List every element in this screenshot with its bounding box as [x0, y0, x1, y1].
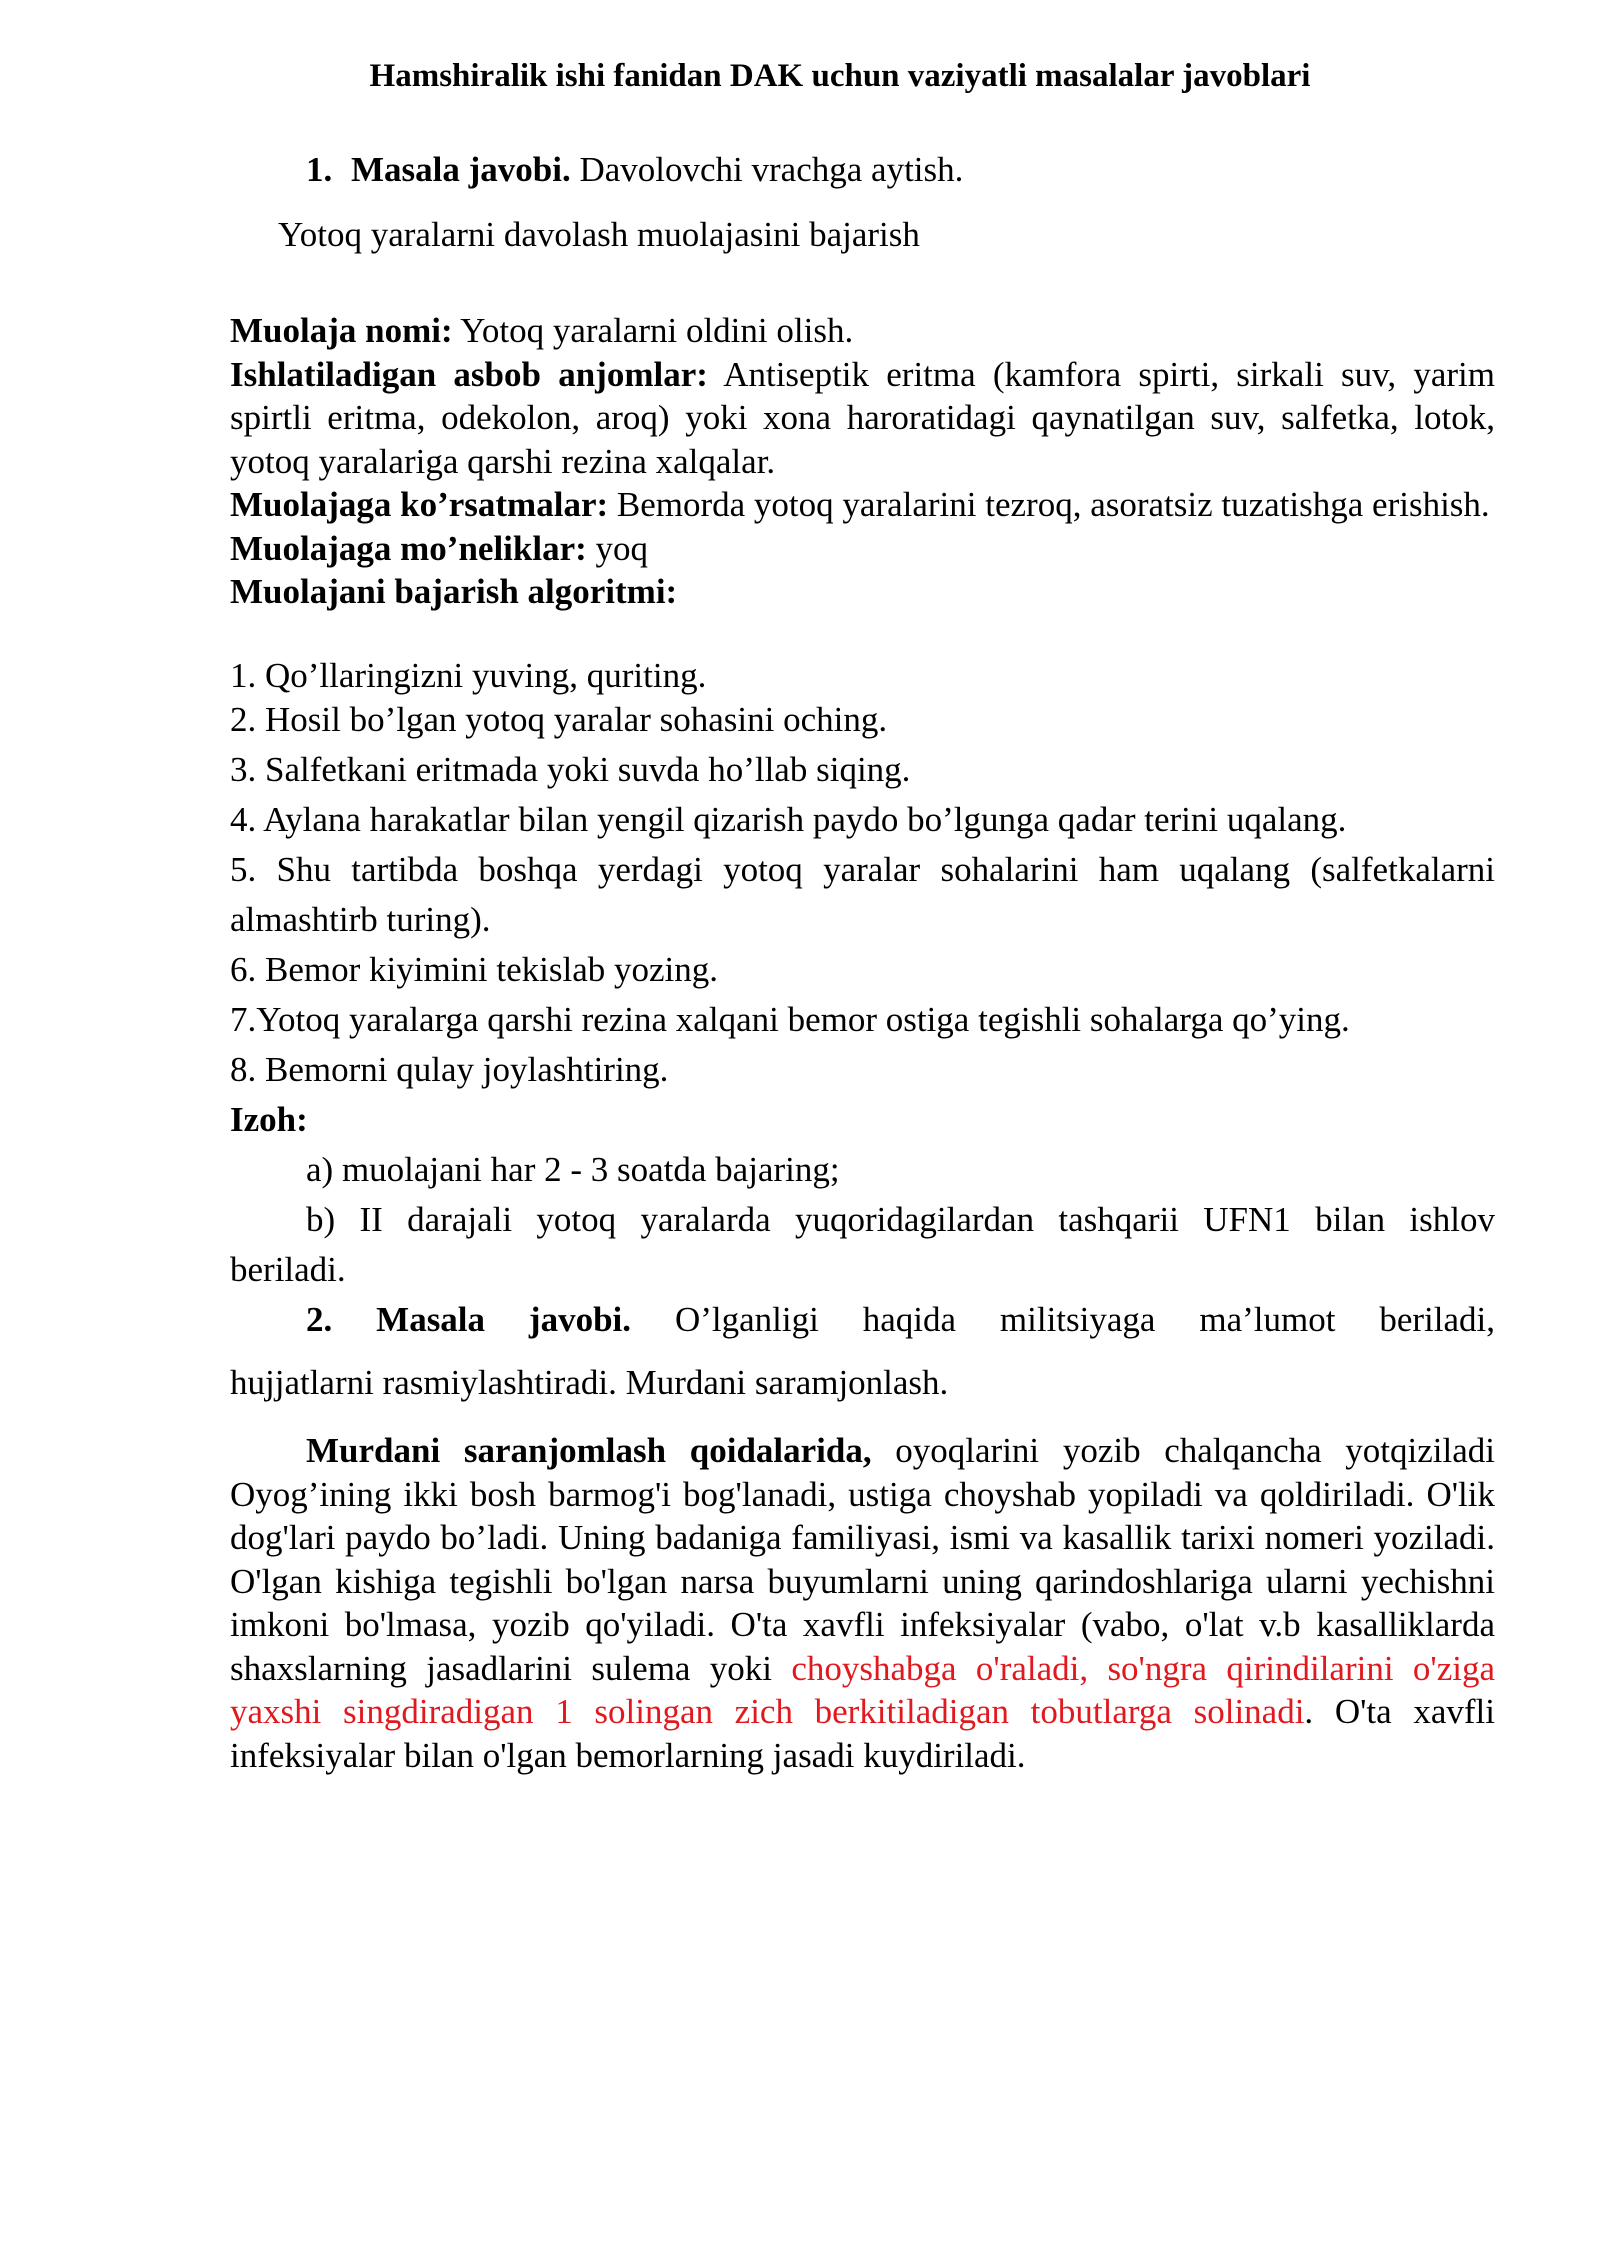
procedure-contraindications: Muolajaga mo’neliklar: yoq [230, 528, 649, 568]
note-a: a) muolajani har 2 - 3 soatda bajaring; [306, 1150, 840, 1189]
task2-answer: O’lganligi haqida militsiyaga ma’lumot beriladi, [631, 1300, 1495, 1339]
burial-rules-label: Murdani saranjomlash qoidalarida, [306, 1431, 872, 1470]
burial-rules-text-end: . O'ta xavfli infeksiyalar bilan o'lgan bemorlarning jasadi kuydiriladi. [230, 1692, 1495, 1775]
procedure-block [230, 309, 1495, 614]
burial-rules-highlight: choyshabga o'raladi, so'ngra qirindilarini o'ziga yaxshi singdiradigan 1 solingan zich berkitiladigan tobutlarga solinadi [230, 1648, 1495, 1731]
procedure-indications: Muolajaga ko’rsatmalar: Bemorda yotoq yaralarini tezroq, asoratsiz tuzatishga erishish. [230, 485, 1490, 524]
burial-rules-text: oyoqlarini yozib chalqancha yotqiziladi Oyog’ining ikki bosh barmog'i bog'lanadi, ustiga choyshab yopiladi va qoldiriladi. O'lik dog'lari paydo bo’ladi. Uning badaniga familiyasi, ismi va kasallik tarixi nomeri yoziladi. O'lgan kishiga tegishli bo'lgan narsa buyumlarni uning qarindoshlariga ularni yechishni imkoni bo'lmasa, yozib qo'yiladi. O'ta xavfli infeksiyalar (vabo, o'lat v.b kasalliklarda shaxslarning jasadlarini sulema yoki [230, 1431, 1495, 1688]
task1-subtitle: Yotoq yaralarni davolash muolajasini bajarish [278, 215, 920, 254]
burial-rules-paragraph [230, 1429, 1495, 1777]
task1-answer-line [306, 150, 963, 190]
step-5: 5. Shu tartibda boshqa yerdagi yotoq yaralar sohalarini ham uqalang (salfetkalarni [230, 850, 1495, 889]
task1-number: 1. [306, 150, 333, 189]
algorithm-heading: Muolajani bajarish algoritmi: [230, 572, 678, 611]
step-6: 6. Bemor kiyimini tekislab yozing. [230, 950, 719, 989]
task2-answer-continued: hujjatlarni rasmiylashtiradi. Murdani saramjonlash. [230, 1363, 949, 1402]
step-1: 1. Qo’llaringizni yuving, quriting. [230, 656, 707, 695]
task2-label: 2. Masala javobi. [306, 1300, 632, 1339]
step-2: 2. Hosil bo’lgan yotoq yaralar sohasini oching. [230, 700, 888, 739]
step-8: 8. Bemorni qulay joylashtiring. [230, 1050, 669, 1089]
step-7: 7.Yotoq yaralarga qarshi rezina xalqani bemor ostiga tegishli sohalarga qo’ying. [230, 1000, 1350, 1039]
note-b: b) II darajali yotoq yaralarda yuqoridagilardan tashqarii UFN1 bilan ishlov [306, 1200, 1495, 1239]
step-5-continued: almashtirb turing). [230, 900, 491, 939]
procedure-name: Muolaja nomi: Yotoq yaralarni oldini olish. [230, 311, 854, 350]
procedure-tools: Ishlatiladigan asbob anjomlar: Antiseptik eritma (kamfora spirti, sirkali suv, yarim spirtli eritma, odekolon, aroq) yoki xona haroratidagi qaynatilgan suv, salfetka, lotok, yotoq yaralariga qarshi rezina xalqalar. [230, 354, 1495, 481]
note-b-continued: beriladi. [230, 1250, 346, 1289]
note-heading: Izoh: [230, 1100, 308, 1139]
step-4: 4. Aylana harakatlar bilan yengil qizarish paydo bo’lgunga qadar terini uqalang. [230, 800, 1347, 839]
task2-answer-line [306, 1300, 1495, 1340]
task1-label: Masala javobi. [351, 150, 571, 189]
document-title: Hamshiralik ishi fanidan DAK uchun vaziyatli masalalar javoblari [369, 58, 1311, 94]
task1-answer: Davolovchi vrachga aytish. [570, 150, 964, 189]
step-3: 3. Salfetkani eritmada yoki suvda ho’llab siqing. [230, 750, 911, 789]
